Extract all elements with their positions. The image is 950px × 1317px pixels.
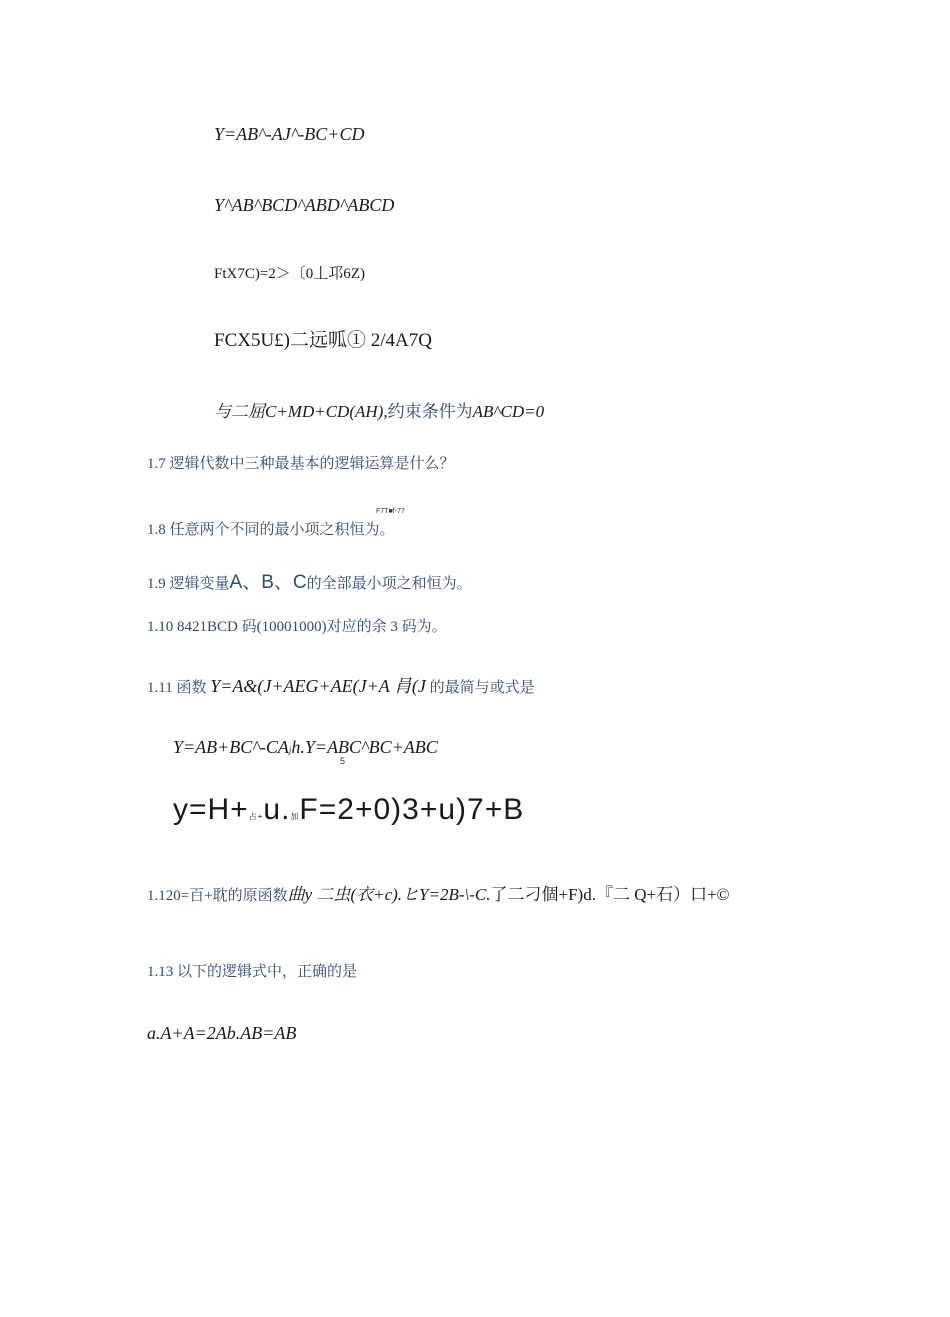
question-1-13: 1.13 以下的逻辑式中，正确的是 bbox=[147, 964, 358, 980]
question-1-11-suffix: 的最简与或式是 bbox=[429, 680, 535, 696]
question-1-9-suffix: 的全部最小项之和恒为。 bbox=[306, 576, 472, 592]
constraint-label: 约束条件为 bbox=[387, 402, 473, 421]
question-1-9-vars: A、B、C bbox=[229, 572, 307, 593]
equation-line-3: FtX7C)=2＞〔0丄邛6Z) bbox=[214, 266, 365, 282]
question-1-12 bbox=[147, 880, 730, 905]
question-1-9-prefix: 1.9 逻辑变量 bbox=[147, 576, 230, 592]
equation-6-part-a: Y=AB+BC^-CA bbox=[173, 737, 289, 757]
question-1-11 bbox=[147, 672, 535, 698]
equation-line-4: FCX5U£)二远呱① 2/4A7Q bbox=[214, 330, 432, 351]
question-1-8: 1.8 任意两个不同的最小项之积恒为。 bbox=[147, 522, 395, 538]
equation-7-part-b: u. bbox=[263, 793, 291, 826]
question-1-12-part-b: 曲y 二虫(衣+c).ヒY=2B-\-C. bbox=[287, 885, 491, 904]
equation-line-2: Y^AB^BCD^ABD^ABCD bbox=[214, 195, 395, 215]
question-1-11-prefix: 1.11 函数 bbox=[147, 680, 207, 696]
equation-line-5 bbox=[214, 397, 544, 422]
equation-6-sub: j bbox=[288, 745, 292, 755]
question-1-9 bbox=[147, 567, 472, 594]
answer-option-a: a.A+A=2Ab.AB=AB bbox=[147, 1023, 297, 1043]
question-1-12-part-a: 1.120=百+耽的原函数 bbox=[147, 888, 288, 904]
equation-7-part-a: y=H+ bbox=[173, 793, 249, 826]
equation-6-part-b: h.Y=ABC^BC+ABC bbox=[291, 737, 438, 757]
question-1-12-part-c: 了二刁個+F)d.『二 Q+石）口+© bbox=[490, 885, 730, 904]
question-1-10: 1.10 8421BCD 码(10001000)对应的余 3 码为。 bbox=[147, 619, 447, 635]
constraint-expr: AB^CD=0 bbox=[472, 402, 545, 421]
question-1-11-expr: Y=A&(J+AEG+AE(J+A 肙(J bbox=[210, 676, 426, 696]
equation-7-sub-2: 加 bbox=[290, 812, 300, 821]
equation-6-note: 5 bbox=[340, 756, 346, 766]
equation-line-7 bbox=[173, 793, 524, 827]
question-1-7: 1.7 逻辑代数中三种最基本的逻辑运算是什么？ bbox=[147, 456, 455, 472]
equation-5-part-b: C+MD+CD(AH), bbox=[265, 402, 388, 421]
equation-7-sub-1: 占+ bbox=[248, 812, 264, 821]
equation-7-part-c: F=2+0)3+u)7+B bbox=[299, 793, 525, 826]
equation-5-part-a: 与二屈 bbox=[214, 402, 265, 421]
question-1-8-note: F7T■f-7? bbox=[376, 508, 405, 515]
equation-line-1: Y=AB^-AJ^-BC+CD bbox=[214, 124, 365, 144]
equation-line-6 bbox=[173, 737, 438, 758]
